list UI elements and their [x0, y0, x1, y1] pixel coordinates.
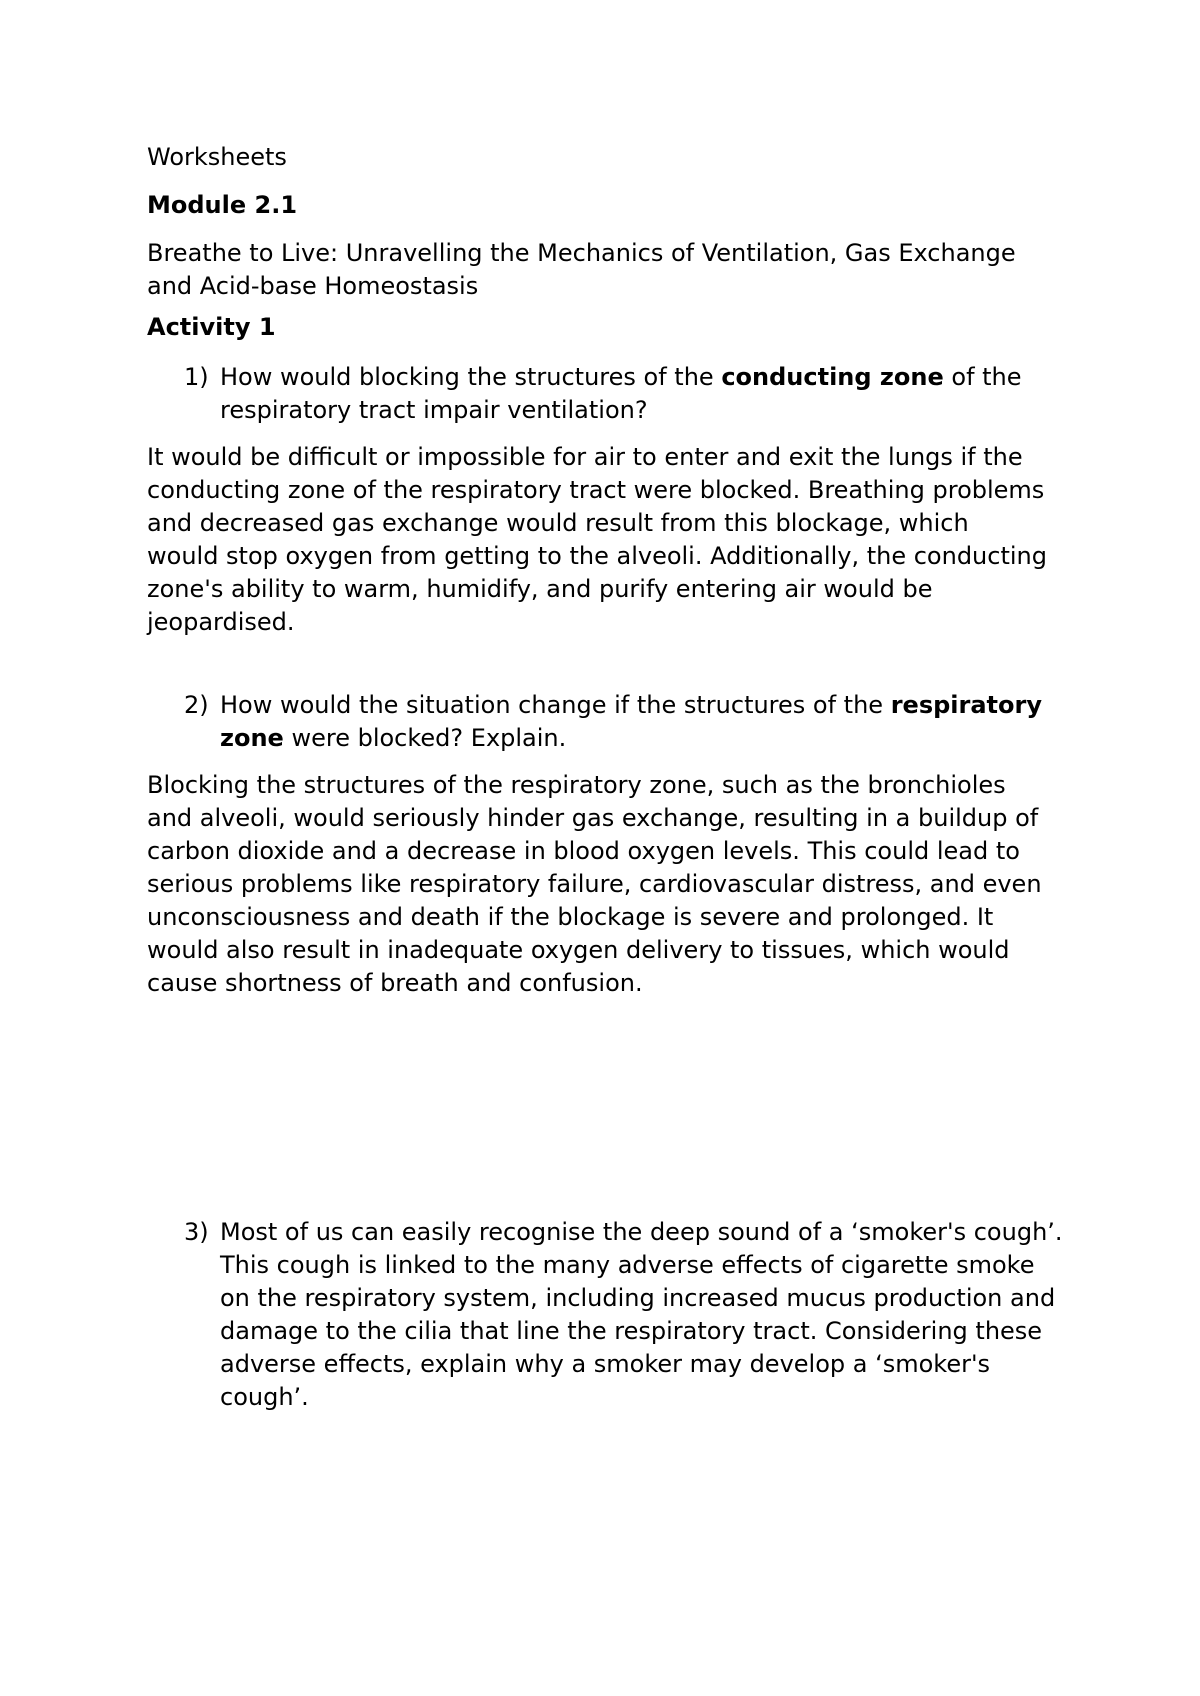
question-keyword: respiratory zone: [220, 691, 1042, 752]
activity-title: Activity 1: [147, 313, 276, 341]
module-subtitle: [147, 237, 1067, 303]
question-keyword: conducting zone: [721, 363, 944, 391]
question-number: 1): [184, 363, 209, 391]
subtitle-line-2: and Acid-base Homeostasis: [147, 272, 479, 300]
answer-1: It would be difficult or impossible for air to enter and exit the lungs if the conducting zone of the respiratory tract were blocked. Breathing problems and decreased gas exchange would result from this blockage, which would stop oxygen from getting to the alveoli. Additionally, the conducting zone's ability to warm, humidify, and purify entering air would be jeopardised.: [147, 443, 1047, 636]
question-number: 3): [184, 1218, 209, 1246]
question-number: 2): [184, 691, 209, 719]
question-text: Most of us can easily recognise the deep sound of a ‘smoker's cough’. This cough is linked to the many adverse effects of cigarette smoke on the respiratory system, including increased mucus production and damage to the cilia that line the respiratory tract. Considering these adverse effects, explain why a smoker may develop a ‘smoker's cough’.: [220, 1218, 1063, 1411]
question-3: [147, 1216, 1067, 1414]
question-text: How would blocking the structures of the conducting zone of the respiratory tract impair ventilation?: [220, 363, 1022, 424]
document-page: [147, 141, 1067, 1414]
question-text: How would the situation change if the structures of the respiratory zone were blocked? Explain.: [220, 691, 1042, 752]
subtitle-line-1: Breathe to Live: Unravelling the Mechanics of Ventilation, Gas Exchange: [147, 239, 1016, 267]
answer-2: Blocking the structures of the respiratory zone, such as the bronchioles and alveoli, would seriously hinder gas exchange, resulting in a buildup of carbon dioxide and a decrease in blood oxygen levels. This could lead to serious problems like respiratory failure, cardiovascular distress, and even unconsciousness and death if the blockage is severe and prolonged. It would also result in inadequate oxygen delivery to tissues, which would cause shortness of breath and confusion.: [147, 771, 1042, 997]
question-2: [147, 689, 1067, 755]
worksheet-heading: Worksheets: [147, 143, 287, 171]
module-title: Module 2.1: [147, 191, 298, 219]
question-1: [147, 361, 1067, 427]
